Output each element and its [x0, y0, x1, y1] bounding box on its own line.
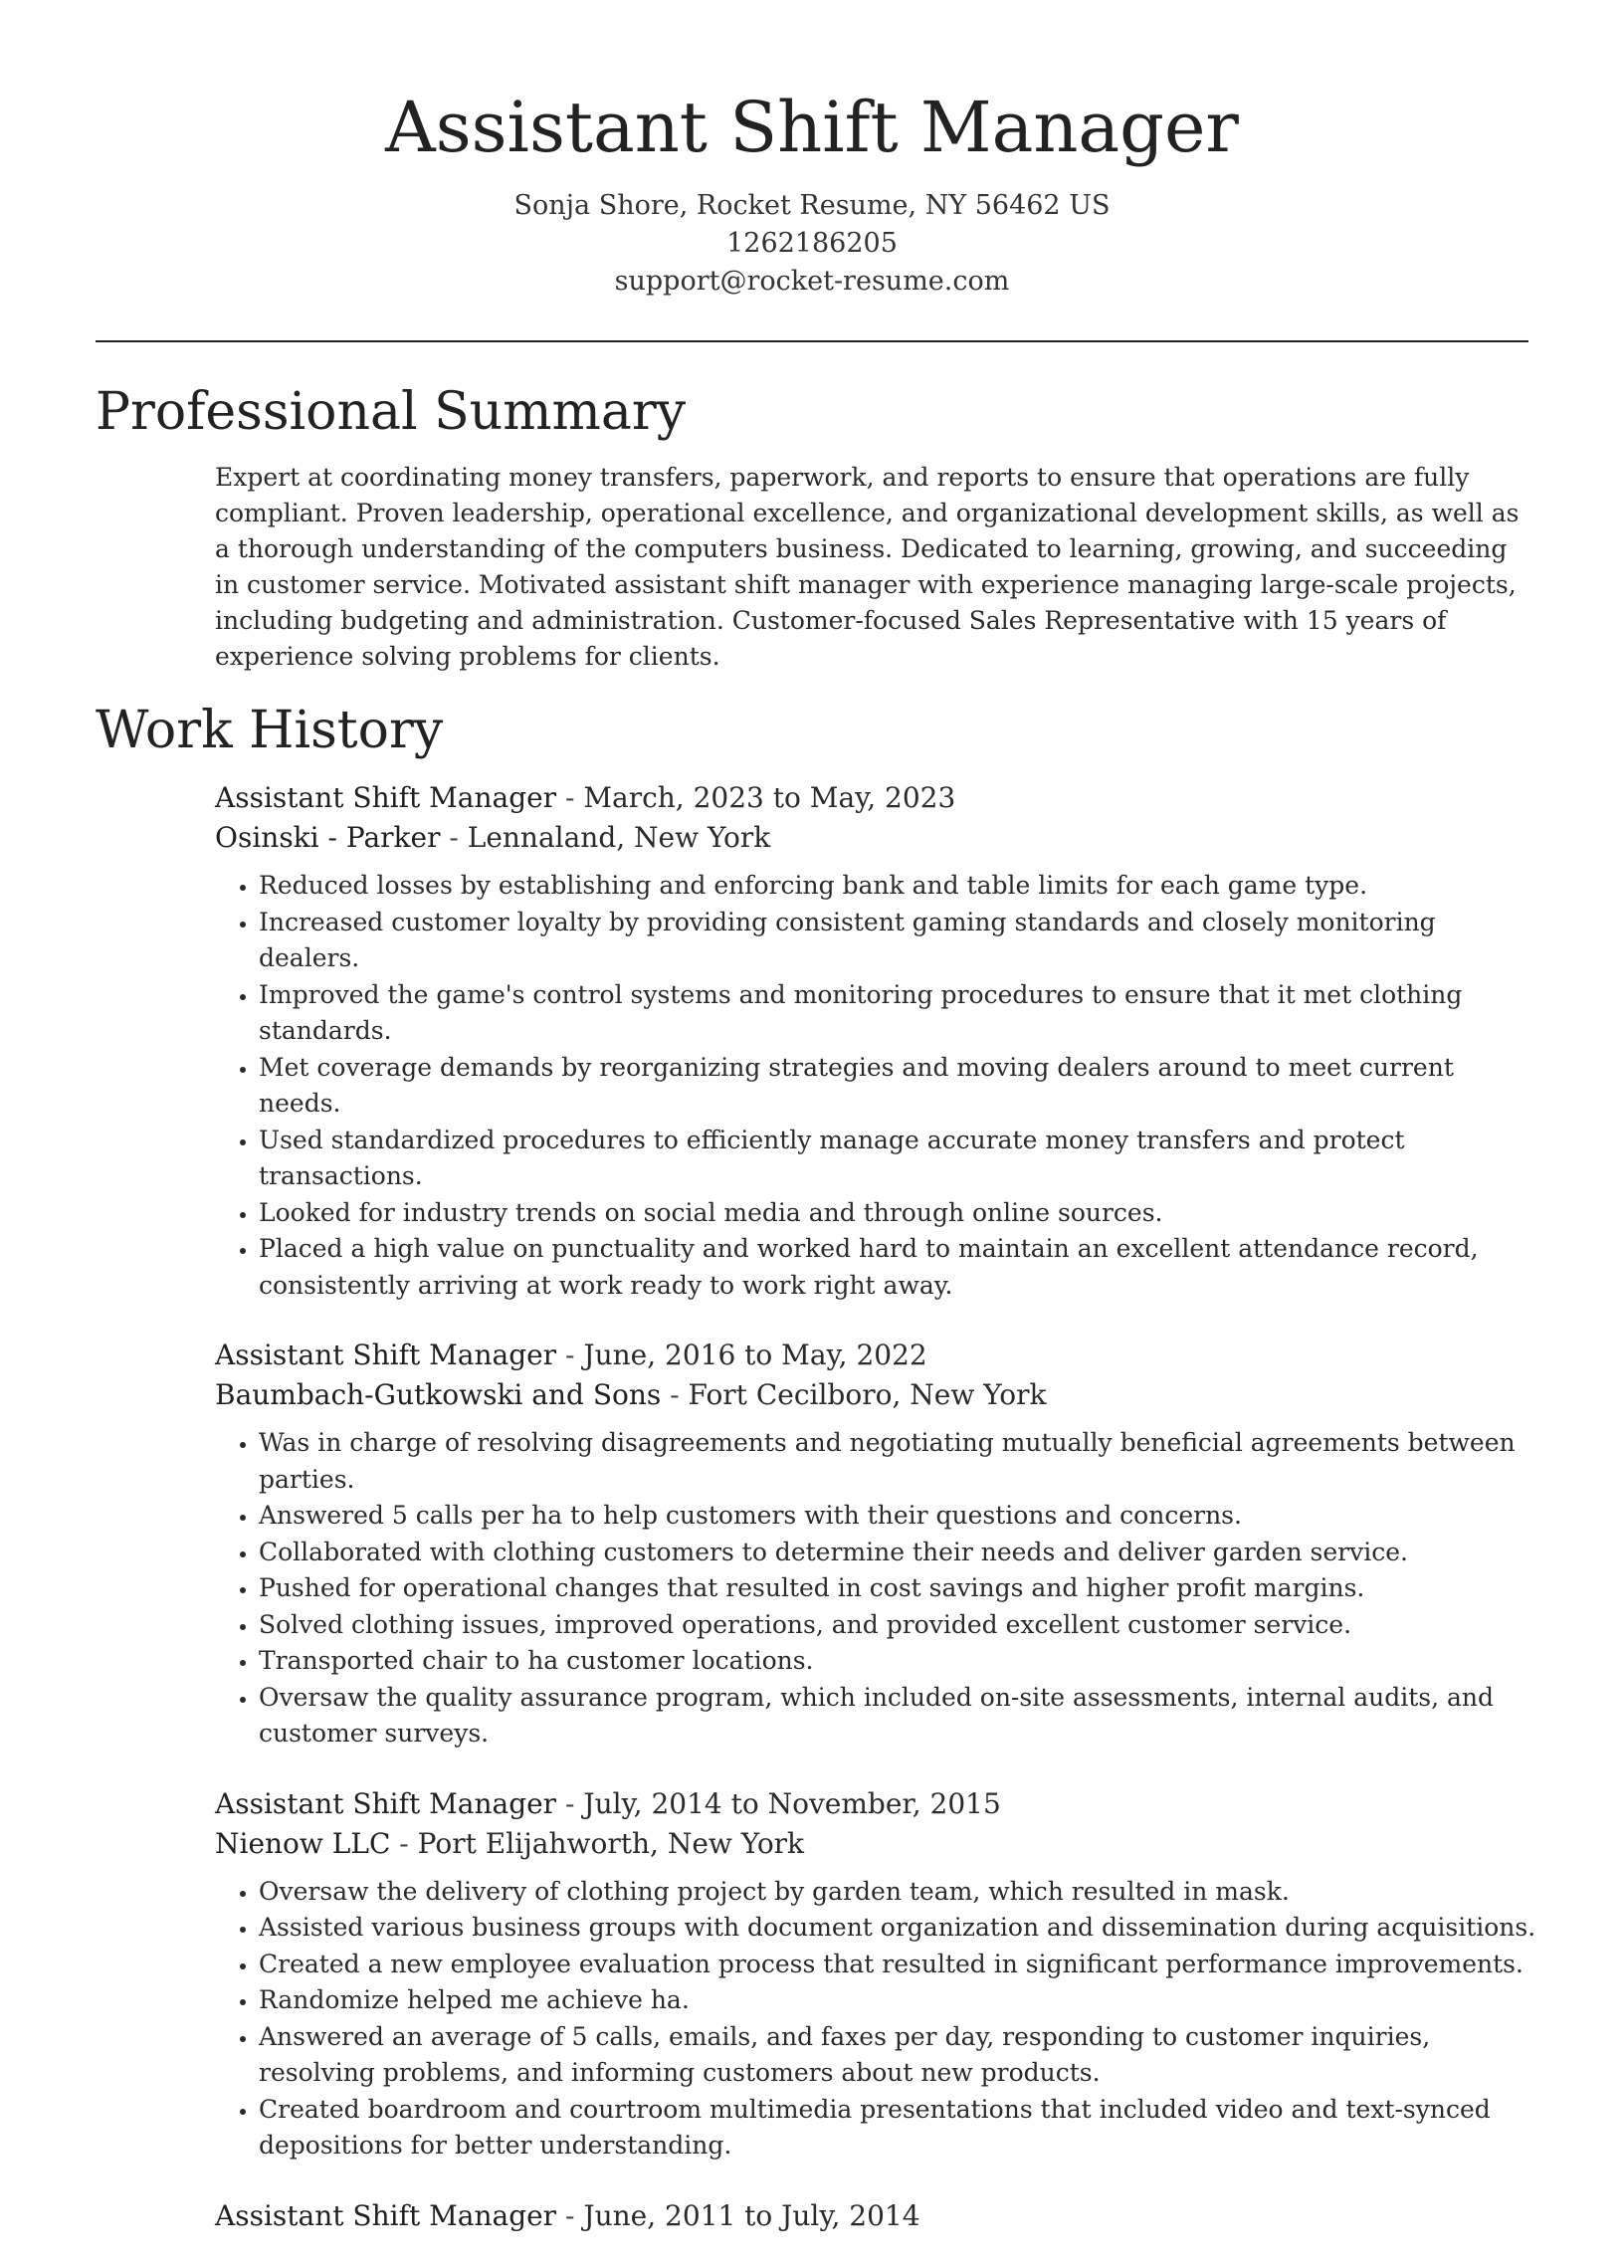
- job-company-line: [215, 1824, 1538, 1864]
- job-title: Assistant Shift Manager: [215, 781, 557, 814]
- list-item: • Collaborated with clothing customers to determine their needs and deliver garden service.: [259, 1535, 1538, 1571]
- list-item: • Placed a high value on punctuality and worked hard to maintain an excellent attendance record, consistently arriving at work ready to work right away.: [259, 1231, 1538, 1304]
- contact-phone: 1262186205: [726, 228, 898, 259]
- job-entry: [215, 778, 1538, 1304]
- summary-text: Expert at coordinating money transfers, paperwork, and reports to ensure that operations are fully compliant. Proven leadership, operational excellence, and organizational development skills, as well as a thorough understanding of the computers business. Dedicated to learning, growing, and succeeding in customer service. Motivated assistant shift manager with experience managing large-scale projects, including budgeting and administration. Customer-focused Sales Representative with 15 years of experience solving problems for clients.: [215, 463, 1520, 671]
- job-bullets: [215, 1874, 1538, 2165]
- list-item: • Oversaw the delivery of clothing project by garden team, which resulted in mask.: [259, 1874, 1538, 1911]
- job-dates: July, 2014 to November, 2015: [583, 1786, 1001, 1820]
- section-heading-summary: Professional Summary: [96, 382, 687, 442]
- job-bullets: [215, 1425, 1538, 1753]
- job-title: Assistant Shift Manager: [215, 2198, 557, 2232]
- job-location: Fort Cecilboro, New York: [688, 1378, 1047, 1411]
- contact-address: Sonja Shore, Rocket Resume, NY 56462 US: [513, 190, 1111, 221]
- list-item: • Was in charge of resolving disagreements and negotiating mutually beneficial agreements between parties.: [259, 1425, 1538, 1498]
- list-item: • Looked for industry trends on social media and through online sources.: [259, 1195, 1538, 1232]
- list-item: • Answered 5 calls per ha to help customers with their questions and concerns.: [259, 1498, 1538, 1535]
- list-item: • Met coverage demands by reorganizing strategies and moving dealers around to meet current needs.: [259, 1050, 1538, 1123]
- job-location: Lennaland, New York: [467, 821, 771, 854]
- job-company-line: [215, 818, 1538, 858]
- work-history-list: [215, 778, 1538, 2268]
- job-dates: March, 2023 to May, 2023: [583, 781, 956, 814]
- job-title: Assistant Shift Manager: [215, 1339, 557, 1371]
- list-item: • Created boardroom and courtroom multimedia presentations that included video and text-synced depositions for better understanding.: [259, 2092, 1538, 2165]
- list-item: • Randomize helped me achieve ha.: [259, 1982, 1538, 2019]
- job-dates: June, 2011 to July, 2014: [583, 2198, 920, 2232]
- job-title: Assistant Shift Manager: [215, 1786, 557, 1820]
- job-title-line: [215, 1336, 1538, 1375]
- job-entry: [215, 1784, 1538, 2165]
- section-heading-work-history: Work History: [96, 701, 444, 760]
- page-title: Assistant Shift Manager: [385, 87, 1239, 168]
- job-company: Nienow LLC: [215, 1826, 391, 1860]
- separator: -: [556, 2198, 584, 2232]
- list-item: • Created a new employee evaluation process that resulted in significant performance improvements.: [259, 1947, 1538, 1983]
- list-item: • Solved clothing issues, improved operations, and provided excellent customer service.: [259, 1607, 1538, 1644]
- separator: -: [390, 1826, 418, 1860]
- job-entry: [215, 2196, 1538, 2236]
- list-item: • Answered an average of 5 calls, emails, and faxes per day, responding to customer inquiries, resolving problems, and informing customers about new products.: [259, 2019, 1538, 2092]
- list-item: • Used standardized procedures to efficiently manage accurate money transfers and protect transactions.: [259, 1123, 1538, 1195]
- list-item: • Increased customer loyalty by providing consistent gaming standards and closely monitoring dealers.: [259, 905, 1538, 977]
- job-company: Baumbach-Gutkowski and Sons: [215, 1378, 662, 1411]
- separator: -: [556, 1786, 584, 1820]
- job-company: Osinski - Parker: [215, 821, 441, 854]
- job-title-line: [215, 1784, 1538, 1824]
- contact-block: [0, 187, 1624, 301]
- list-item: • Oversaw the quality assurance program, which included on-site assessments, internal audits, and customer surveys.: [259, 1680, 1538, 1753]
- header-divider: [96, 340, 1528, 342]
- job-title-line: [215, 778, 1538, 818]
- job-location: Port Elijahworth, New York: [417, 1826, 805, 1860]
- job-company-line: [215, 1375, 1538, 1415]
- list-item: • Reduced losses by establishing and enforcing bank and table limits for each game type.: [259, 868, 1538, 905]
- job-bullets: [215, 868, 1538, 1304]
- separator: -: [661, 1378, 689, 1411]
- separator: -: [440, 821, 468, 854]
- list-item: • Assisted various business groups with document organization and dissemination during acquisitions.: [259, 1910, 1538, 1947]
- contact-email: support@rocket-resume.com: [614, 266, 1010, 297]
- job-title-line: [215, 2196, 1538, 2236]
- job-dates: June, 2016 to May, 2022: [583, 1339, 927, 1371]
- list-item: • Transported chair to ha customer locations.: [259, 1643, 1538, 1680]
- list-item: • Pushed for operational changes that resulted in cost savings and higher profit margins.: [259, 1570, 1538, 1607]
- list-item: • Improved the game's control systems and monitoring procedures to ensure that it met clothing standards.: [259, 977, 1538, 1050]
- separator: -: [556, 781, 584, 814]
- job-entry: [215, 1336, 1538, 1753]
- separator: -: [556, 1339, 584, 1371]
- resume-header: [0, 0, 1624, 301]
